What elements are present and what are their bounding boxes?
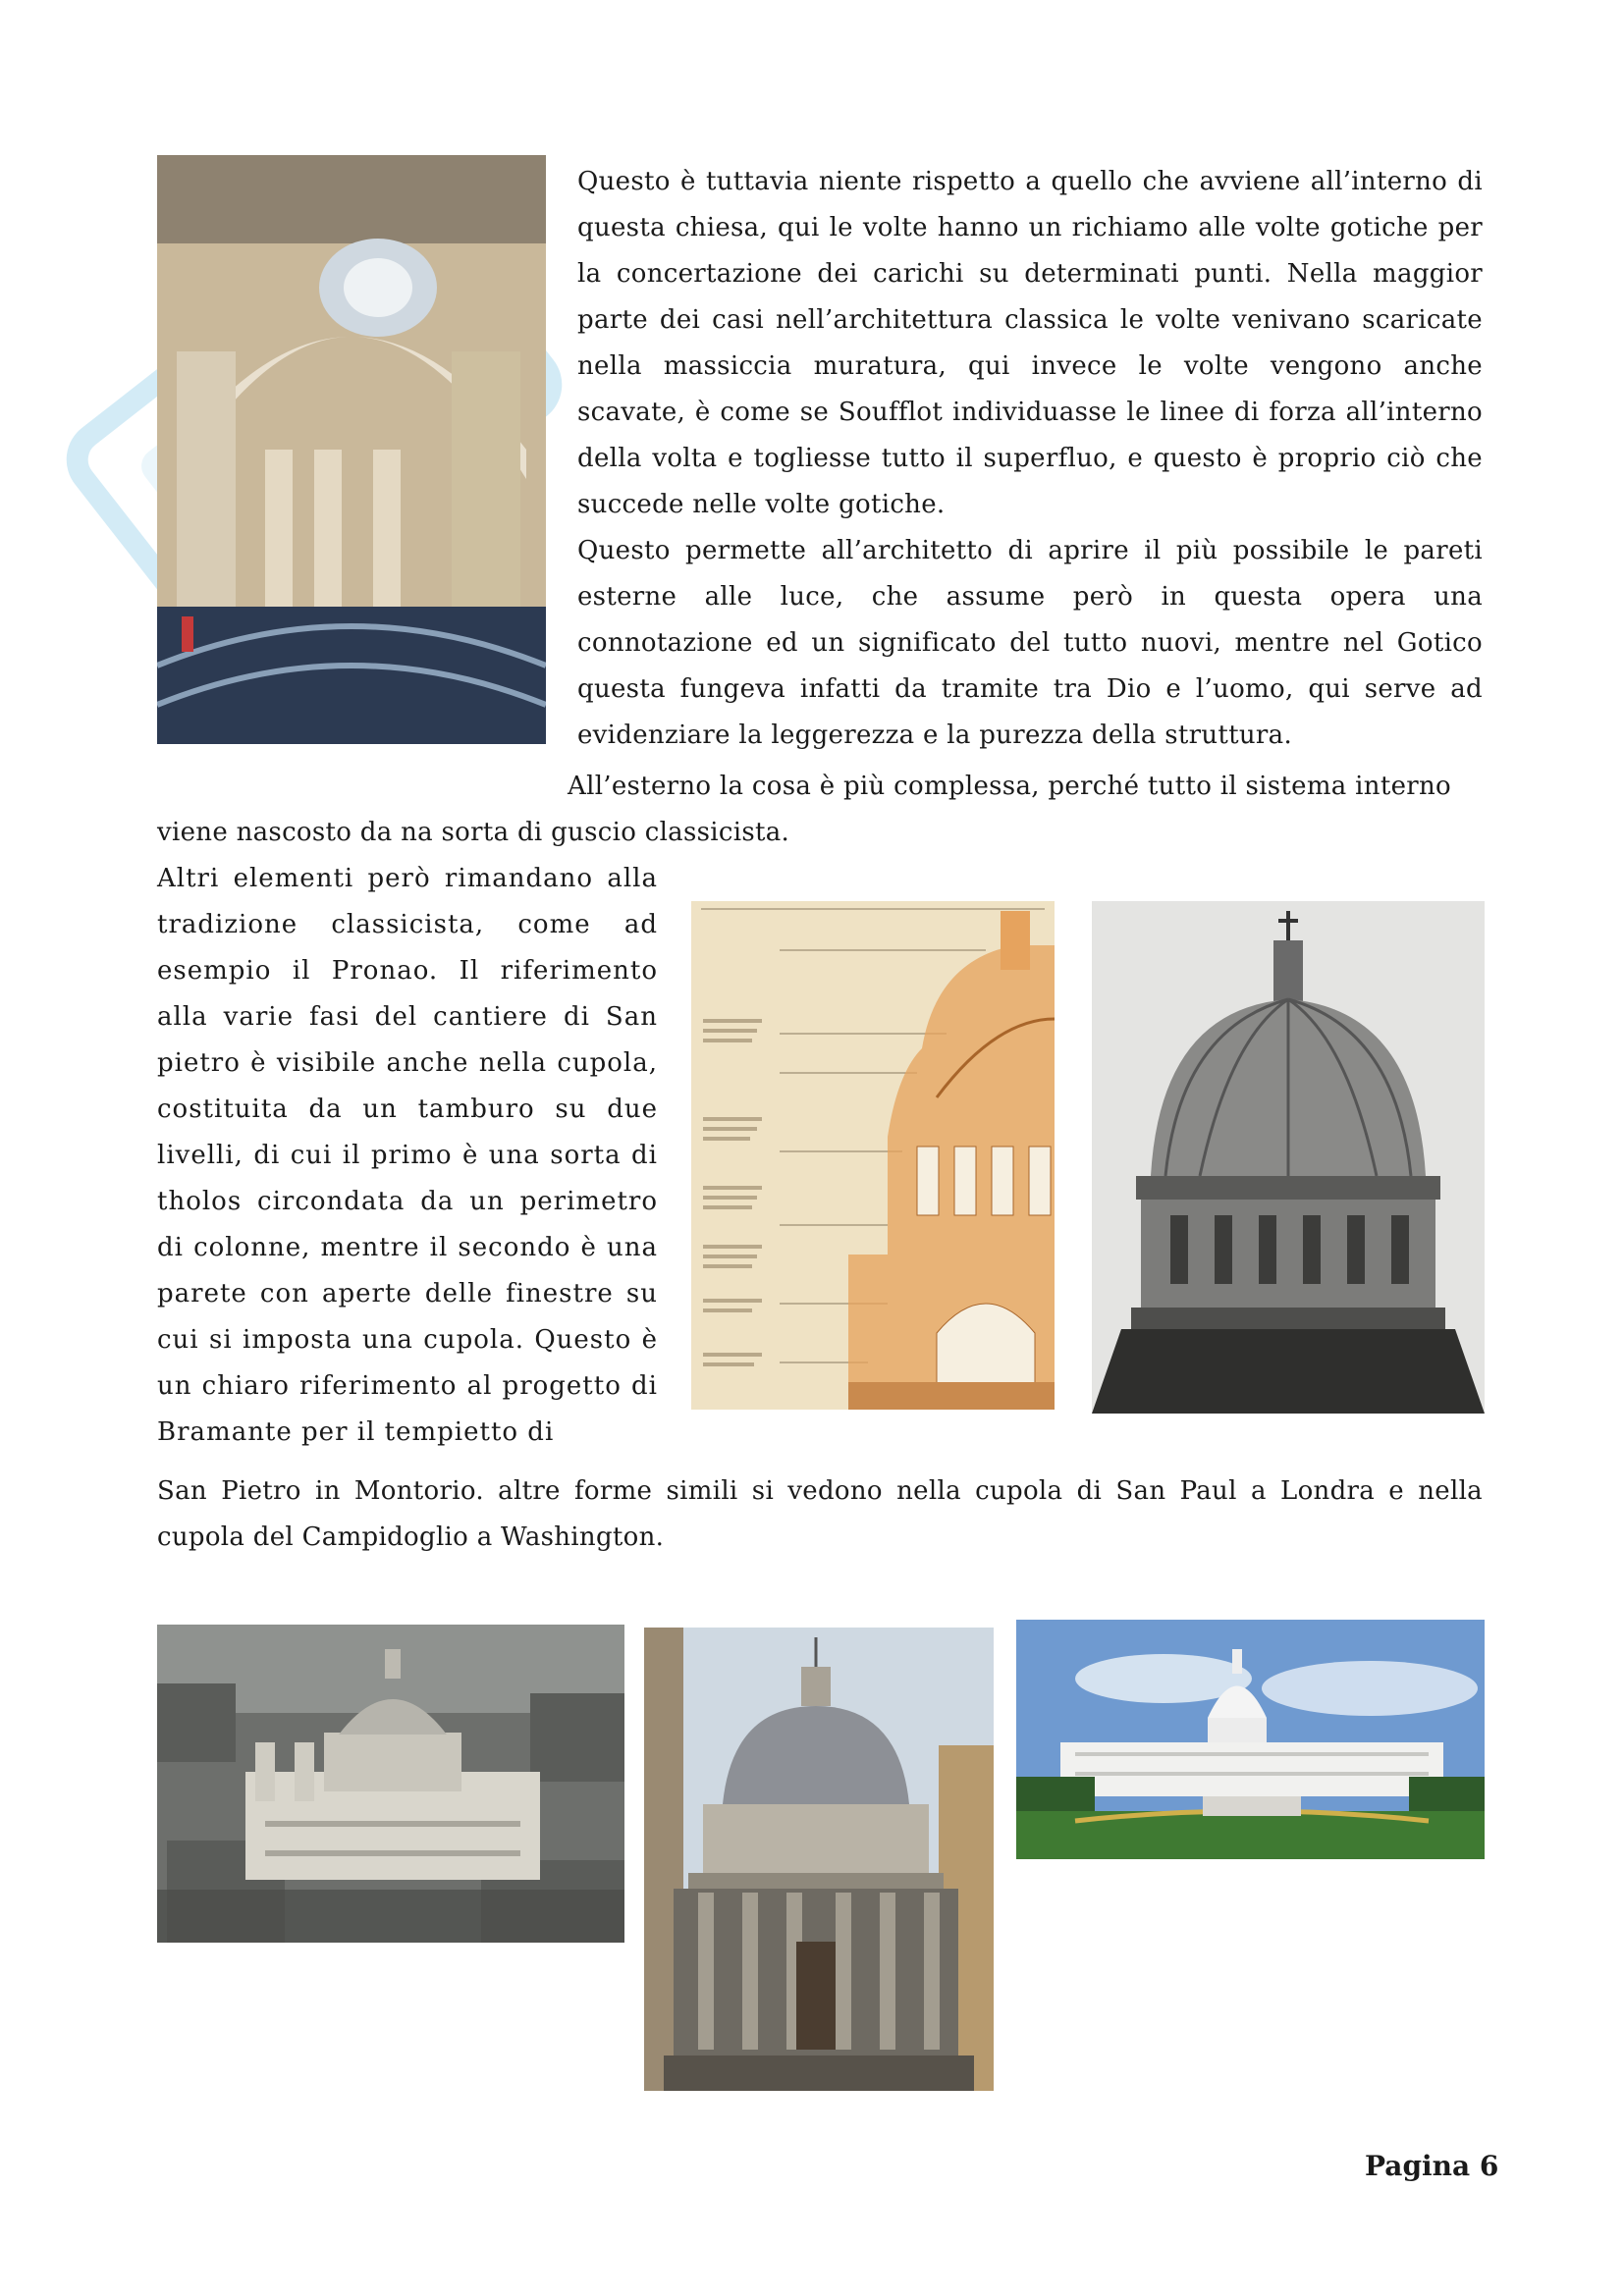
paragraph-conclusion: San Pietro in Montorio. altre forme simili si vedono nella cupola di San Paul a Londra e nella cupola del Campidoglio a Washington. <box>157 1476 1483 1552</box>
us-capitol-photo <box>1016 1620 1485 1859</box>
st-peters-dome-photo <box>1092 901 1485 1414</box>
dome-section-diagram <box>691 901 1055 1410</box>
tempietto-photo <box>644 1628 994 2091</box>
paragraph-intro: Questo è tuttavia niente rispetto a quello che avviene all’interno di questa chiesa, qui le volte hanno un richiamo alle volte gotiche per la concertazione dei carichi su determinati punti. Nella maggior parte dei casi nell’architettura classica le volte venivano scaricate nella massiccia muratura, qui invece le volte vengono anche scavate, è come se Soufflot individuasse le linee di forza all’interno della volta e togliesse tutto il superfluo, e questo è proprio ciò che succede nelle volte gotiche. <box>577 167 1483 519</box>
pantheon-interior-photo <box>157 155 546 744</box>
exterior-text-first-line: All’esterno la cosa è più complessa, perché tutto il sistema interno <box>568 772 1451 801</box>
page-number: Pagina 6 <box>1365 2150 1499 2182</box>
paragraph-dome: Altri elementi però rimandano alla tradizione classicista, come ad esempio il Pronao. Il riferimento alla varie fasi del cantiere di San pietro è visibile anche nella cupola, costituita da un tamburo su due livelli, di cui il primo è una sorta di tholos circondata da un perimetro di colonne, mentre il secondo è una parete con aperte delle finestre su cui si imposta una cupola. Questo è un chiaro riferimento al progetto di Bramante per il tempietto di <box>157 864 658 1447</box>
dome-text <box>157 856 658 1456</box>
intro-text <box>577 159 1483 759</box>
exterior-text-second-line: viene nascosto da na sorta di guscio classicista. <box>157 818 790 847</box>
conclusion-text <box>157 1468 1483 1561</box>
paragraph-light: Questo permette all’architetto di aprire il più possibile le pareti esterne alle luce, che assume però in questa opera una connotazione ed un significato del tutto nuovi, mentre nel Gotico questa fungeva infatti da tramite tra Dio e l’uomo, qui serve ad evidenziare la leggerezza e la purezza della struttura. <box>577 536 1483 750</box>
st-pauls-cathedral-photo <box>157 1625 624 1943</box>
